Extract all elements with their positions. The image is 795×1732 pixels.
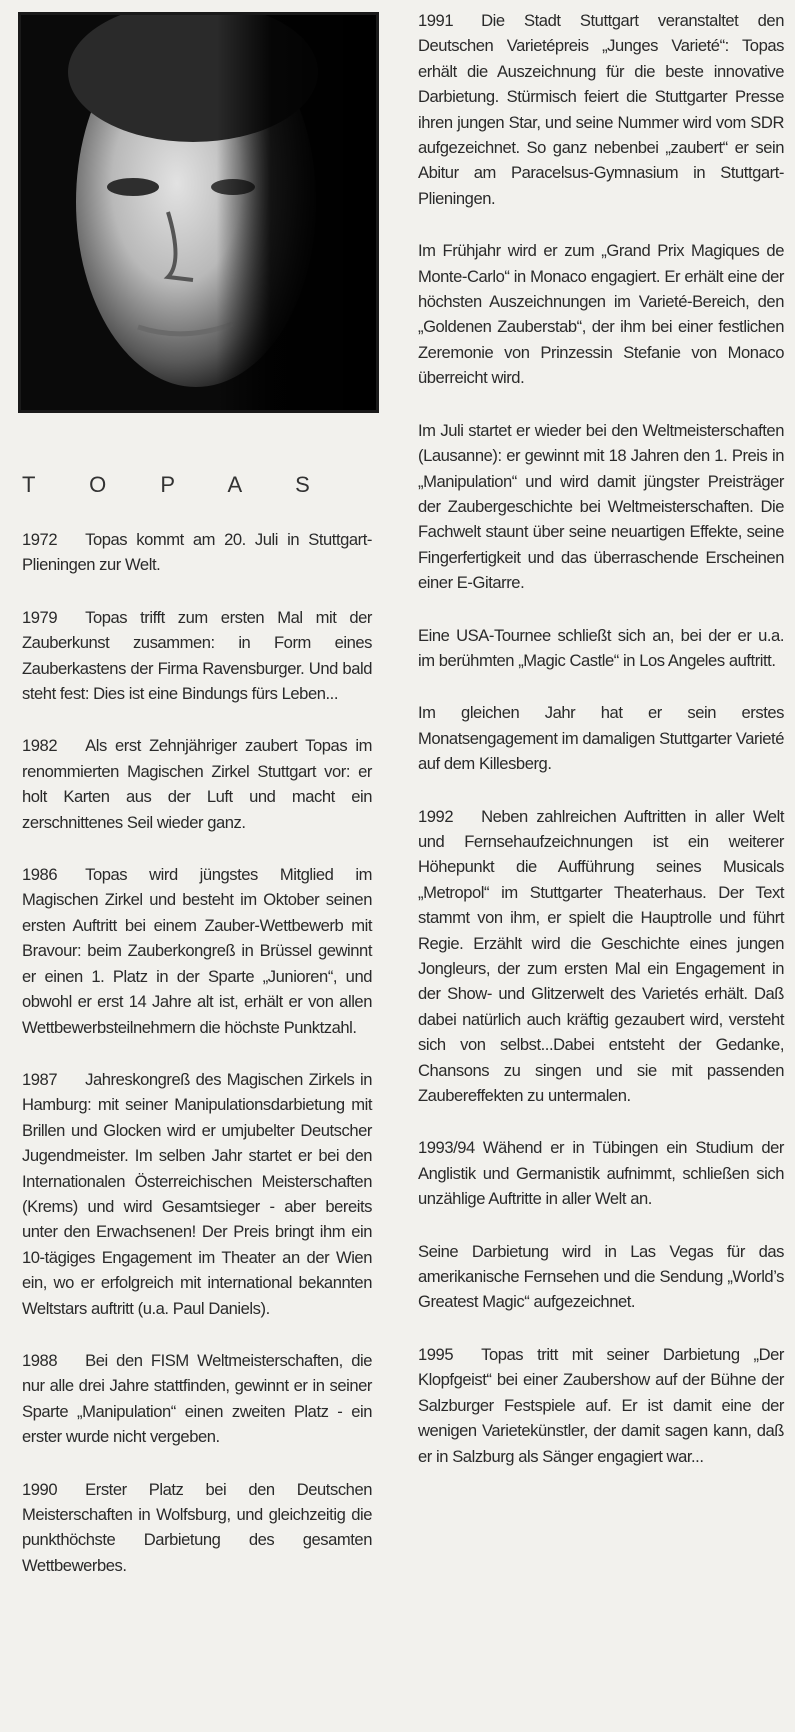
entry-year: 1993/94 (418, 1138, 475, 1158)
timeline-entry (22, 1348, 372, 1450)
timeline-entry (22, 733, 372, 835)
left-column (22, 527, 372, 1605)
timeline-entry (418, 1239, 784, 1315)
entry-text: Im Frühjahr wird er zum „Grand Prix Magiques de Monte-Carlo“ in Monaco engagiert. Er erhält eine der höchsten Auszeichnungen im Varieté-Bereich, den „Goldenen Zauberstab“, der ihm bei einer festlichen Zeremonie von Prinzessin Stefanie von Monaco überreicht wird. (418, 241, 784, 388)
entry-text: Topas wird jüngstes Mitglied im Magischen Zirkel und besteht im Oktober seinen ersten Auftritt bei einem Zauber-Wettbewerb mit Bravour: beim Zauberkongreß in Brüssel gewinnt er einen 1. Platz in der Sparte „Junioren“, und obwohl er erst 14 Jahre alt ist, erhält er von allen Wettbewerbsteilnehmern die höchste Punktzahl. (22, 865, 372, 1037)
entry-text: Die Stadt Stuttgart veranstaltet den Deutschen Varietépreis „Junges Varieté“: Topas erhält die Auszeichnung für die beste innovative Darbietung. Stürmisch feiert die Stuttgarter Presse ihren jungen Star, und seine Nummer wird vom SDR aufgezeichnet. So ganz nebenbei „zaubert“ er sein Abitur am Paracelsus-Gymnasium in Stuttgart-Plieningen. (418, 11, 784, 208)
timeline-entry (418, 700, 784, 776)
entry-year: 1990 (22, 1479, 58, 1499)
timeline-entry (418, 8, 784, 211)
entry-year: 1979 (22, 607, 58, 627)
entry-year: 1991 (418, 11, 454, 30)
entry-year: 1992 (418, 806, 454, 826)
entry-text: Bei den FISM Weltmeisterschaften, die nur alle drei Jahre stattfinden, gewinnt er in seiner Sparte „Manipulation“ einen zweiten Platz - ein erster wurde nicht vergeben. (22, 1350, 372, 1447)
timeline-entry (418, 1135, 784, 1211)
entry-text: Topas kommt am 20. Juli in Stuttgart-Plieningen zur Welt. (22, 530, 372, 575)
document-title: T O P A S (22, 472, 334, 497)
entry-text: Seine Darbietung wird in Las Vegas für das amerikanische Fernsehen und die Sendung „World’s Greatest Magic“ aufgezeichnet. (418, 1241, 784, 1312)
timeline-entry (418, 804, 784, 1109)
entry-text: Im Juli startet er wieder bei den Weltmeisterschaften (Lausanne): er gewinnt mit 18 Jahren den 1. Preis in „Manipulation“ und wird damit jüngster Preisträger der Zaubergeschichte bei Weltmeisterschaften. Die Fachwelt staunt über seine neuartigen Effekte, seine Fingerfertigkeit und das überraschende Erscheinen einer E-Gitarre. (418, 420, 784, 593)
portrait-photo (18, 12, 379, 413)
timeline-entry (22, 605, 372, 707)
timeline-entry (22, 1477, 372, 1579)
entry-year: 1995 (418, 1344, 454, 1364)
timeline-entry (22, 862, 372, 1040)
entry-year: 1987 (22, 1069, 58, 1089)
entry-text: Erster Platz bei den Deutschen Meisterschaften in Wolfsburg, und gleichzeitig die punkthöchste Darbietung des gesamten Wettbewerbes. (22, 1479, 372, 1575)
entry-year: 1982 (22, 736, 58, 756)
timeline-entry (418, 418, 784, 596)
timeline-entry (22, 1067, 372, 1321)
entry-text: Jahreskongreß des Magischen Zirkels in Hamburg: mit seiner Manipulationsdarbietung mit Brillen und Glocken wird er umjubelter Deutscher Jugendmeister. Im selben Jahr startet er bei den Internationalen Österreichischen Meisterschaften (Krems) und wird Gesamtsieger - aber bereits unter den Erwachsenen! Der Preis bringt ihm ein 10-tägiges Engagement im Theater an der Wien ein, wo er erfolgreich mit international bekannten Weltstars auftritt (u.a. Paul Daniels). (22, 1069, 372, 1318)
entry-text: Eine USA-Tournee schließt sich an, bei der er u.a. im berühmten „Magic Castle“ in Los Angeles auftritt. (418, 625, 784, 670)
timeline-entry (418, 623, 784, 674)
right-column (418, 8, 784, 1496)
timeline-entry (418, 238, 784, 390)
entry-year: 1972 (22, 530, 58, 549)
entry-text: Topas trifft zum ersten Mal mit der Zauberkunst zusammen: in Form eines Zauberkastens der Firma Ravensburger. Und bald steht fest: Dies ist eine Bindungs fürs Leben... (22, 607, 372, 704)
entry-text: Neben zahlreichen Auftritten in aller Welt und Fernsehaufzeichnungen ist ein weiterer Höhepunkt die Aufführung seines Musicals „Metropol“ im Stuttgarter Theaterhaus. Der Text stammt von ihm, er spielt die Hauptrolle und führt Regie. Erzählt wird die Geschichte eines jungen Jongleurs, der zum ersten Mal ein Engagement in der Show- und Glitzerwelt des Varietés erhält. Daß dabei natürlich auch kräftig gezaubert wird, versteht sich von selbst...Dabei entsteht der Gedanke, Chansons zu singen und sie mit passenden Zaubereffekten zu untermalen. (418, 806, 784, 1106)
entry-text: Im gleichen Jahr hat er sein erstes Monatsengagement im damaligen Stuttgarter Varieté auf dem Killesberg. (418, 703, 784, 774)
entry-year: 1986 (22, 865, 58, 885)
entry-text: Wähend er in Tübingen ein Studium der Anglistik und Germanistik aufnimmt, schließen sich unzählige Auftritte in aller Welt an. (418, 1138, 784, 1209)
entry-text: Topas tritt mit seiner Darbietung „Der Klopfgeist“ bei einer Zaubershow auf der Bühne der Salzburger Festspiele auf. Er ist damit eine der wenigen Varietekünstler, der damit sagen kann, daß er in Salzburg als Sänger engagiert war... (418, 1344, 784, 1466)
entry-year: 1988 (22, 1350, 58, 1370)
entry-text: Als erst Zehnjähriger zaubert Topas im renommierten Magischen Zirkel Stuttgart vor: er holt Karten aus der Luft und macht ein zerschnittenes Seil wieder ganz. (22, 736, 372, 832)
timeline-entry (22, 527, 372, 578)
timeline-entry (418, 1342, 784, 1469)
